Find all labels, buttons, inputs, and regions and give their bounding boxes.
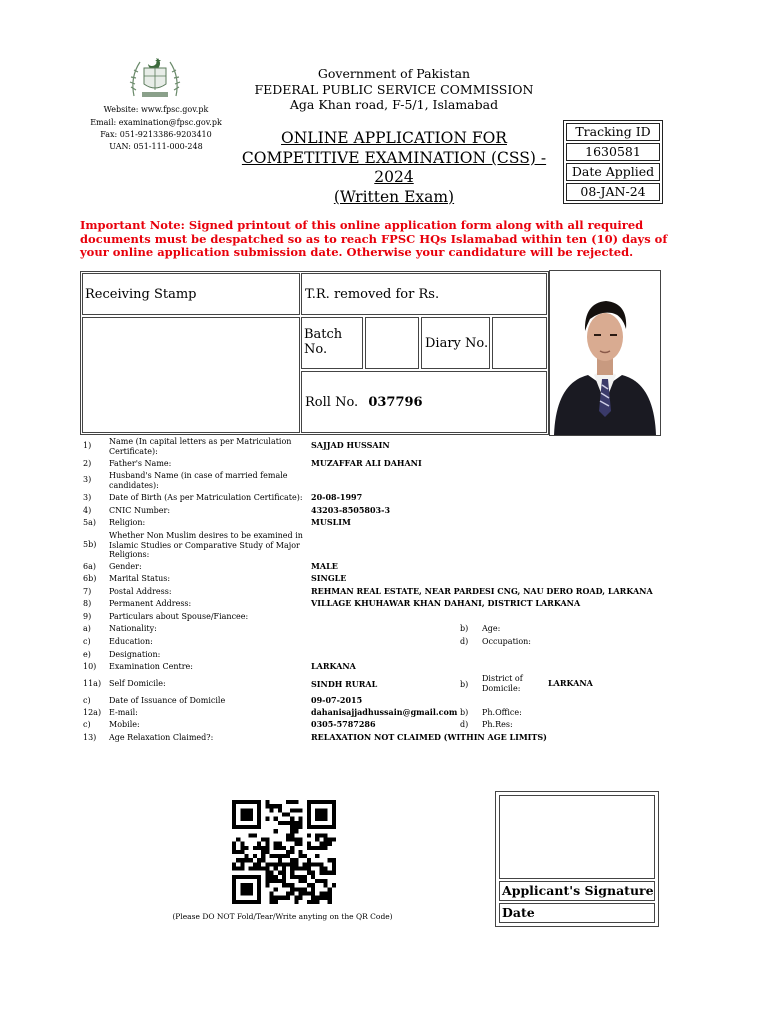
email-text: Email: examination@fpsc.gov.pk	[90, 118, 222, 127]
field-value: SAJJAD HUSSAIN	[311, 440, 390, 450]
field-value: dahanisajjadhussain@gmail.com	[311, 707, 458, 717]
receiving-stamp-box: Receiving Stamp	[82, 273, 300, 315]
date-applied-label: Date Applied	[566, 163, 660, 181]
field-label: E-mail:	[109, 708, 138, 717]
occupation-label: Occupation:	[482, 637, 531, 646]
field-label: Marital Status:	[109, 574, 171, 583]
field-label: Postal Address:	[109, 587, 172, 596]
qr-note: (Please DO NOT Fold/Tear/Write anyting on the QR Code)	[172, 912, 393, 921]
field-label: Designation:	[109, 650, 161, 659]
field-number: 11a)	[83, 679, 102, 688]
tracking-id-label: Tracking ID	[566, 123, 660, 141]
field-number: 5a)	[83, 518, 96, 527]
field-number: 7)	[83, 587, 92, 596]
field-number: 12a)	[83, 708, 102, 717]
field-number: c)	[83, 720, 91, 729]
field-value: VILLAGE KHUHAWAR KHAN DAHANI, DISTRICT LARKANA	[311, 598, 581, 608]
field-number: e)	[83, 650, 91, 659]
field-label: Mobile:	[109, 720, 140, 729]
field-number: 4)	[83, 506, 92, 515]
field-label: Age Relaxation Claimed?:	[109, 733, 214, 742]
qr-code-icon	[232, 800, 336, 904]
field-number: 8)	[83, 599, 92, 608]
field-value: REHMAN REAL ESTATE, NEAR PARDESI CNG, NAU DERO ROAD, LARKANA	[311, 586, 653, 596]
applicant-signature-label: Applicant's Signature	[499, 881, 655, 901]
field-number: c)	[83, 637, 91, 646]
field-number: 13)	[83, 733, 97, 742]
field-value: RELAXATION NOT CLAIMED (WITHIN AGE LIMITS)	[311, 732, 547, 742]
field-number: 2)	[83, 459, 92, 468]
field-number: 6a)	[83, 562, 96, 571]
government-header	[230, 66, 558, 113]
field-label: Examination Centre:	[109, 662, 193, 671]
ph-res-number: d)	[460, 720, 469, 729]
field-number: 3)	[83, 493, 92, 502]
field-label: Date of Issuance of Domicile	[109, 696, 226, 705]
field-number: 3)	[83, 475, 92, 484]
gov-line-2: FEDERAL PUBLIC SERVICE COMMISSION	[254, 81, 534, 97]
occupation-number: d)	[460, 637, 469, 646]
field-label: Date of Birth (As per Matriculation Certificate):	[109, 493, 303, 502]
title-line-2: COMPETITIVE EXAMINATION (CSS) - 2024	[241, 148, 547, 186]
diary-no-field	[492, 317, 547, 369]
field-label: Permanent Address:	[109, 599, 192, 608]
title-line-1: ONLINE APPLICATION FOR	[281, 129, 507, 147]
date-applied-value: 08-JAN-24	[566, 183, 660, 201]
field-number: 1)	[83, 441, 92, 450]
tracking-id-value: 1630581	[566, 143, 660, 161]
field-value: MUSLIM	[311, 517, 351, 527]
field-number: 5b)	[83, 540, 97, 549]
gov-line-1: Government of Pakistan	[317, 66, 471, 81]
field-label: Father's Name:	[109, 459, 172, 468]
field-value: 43203-8505803-3	[311, 505, 391, 515]
batch-no-field	[365, 317, 419, 369]
roll-no-label: Roll No.	[305, 395, 359, 410]
field-value: LARKANA	[311, 661, 356, 671]
stamp-area	[82, 317, 300, 433]
field-label: Husband's Name (in case of married female candidates):	[109, 471, 288, 490]
field-label: Self Domicile:	[109, 679, 166, 688]
district-label: District of Domicile:	[482, 674, 523, 693]
field-label: Name (In capital letters as per Matriculation Certificate):	[109, 437, 292, 456]
field-label: Gender:	[109, 562, 142, 571]
field-value: MUZAFFAR ALI DAHANI	[311, 458, 422, 468]
field-value: 20-08-1997	[311, 492, 363, 502]
ph-office-label: Ph.Office:	[482, 708, 522, 717]
signature-area	[499, 795, 655, 879]
field-number: 6b)	[83, 574, 97, 583]
district-number: b)	[460, 680, 469, 689]
important-note: Important Note: Signed printout of this online application form along with all required documents must be despatched so as to reach FPSC HQs Islamabad within ten (10) days of your online application submission date. Otherwise your candidature will be rejected.	[80, 218, 668, 259]
website-text: Website: www.fpsc.gov.pk	[103, 105, 209, 114]
signature-date-label: Date	[499, 903, 655, 923]
field-value: MALE	[311, 561, 338, 571]
field-label: Education:	[109, 637, 153, 646]
diary-no-label: Diary No.	[421, 317, 490, 369]
application-title	[222, 129, 566, 207]
roll-no-box	[301, 371, 547, 433]
field-value: SINGLE	[311, 573, 347, 583]
gov-line-3: Aga Khan road, F-5/1, Islamabad	[289, 97, 499, 112]
government-emblem-icon	[128, 52, 182, 102]
ph-office-number: b)	[460, 708, 469, 717]
field-number: 10)	[83, 662, 97, 671]
field-number: a)	[83, 624, 91, 633]
ph-res-label: Ph.Res:	[482, 720, 513, 729]
roll-no-value: 037796	[368, 395, 423, 410]
tracking-box	[563, 120, 663, 204]
uan-text: UAN: 051-111-000-248	[109, 142, 203, 151]
age-label: Age:	[482, 624, 501, 633]
field-number: 9)	[83, 612, 92, 621]
field-label: CNIC Number:	[109, 506, 171, 515]
age-number: b)	[460, 624, 469, 633]
fax-text: Fax: 051-9213386-9203410	[100, 130, 212, 139]
field-value: 09-07-2015	[311, 695, 363, 705]
signature-frame	[495, 791, 659, 927]
batch-no-label: Batch No.	[301, 317, 363, 369]
field-value: SINDH RURAL	[311, 679, 378, 689]
field-label: Particulars about Spouse/Fiancee:	[109, 612, 249, 621]
field-value: 0305-5787286	[311, 719, 376, 729]
field-number: c)	[83, 696, 91, 705]
field-label: Whether Non Muslim desires to be examined in Islamic Studies or Comparative Study of Major Religions:	[109, 531, 303, 559]
field-label: Nationality:	[109, 624, 157, 633]
tr-removed-box: T.R. removed for Rs.	[301, 273, 547, 315]
field-label: Religion:	[109, 518, 146, 527]
applicant-photo	[549, 270, 661, 436]
district-value: LARKANA	[548, 678, 593, 688]
title-line-3: (Written Exam)	[333, 187, 455, 206]
